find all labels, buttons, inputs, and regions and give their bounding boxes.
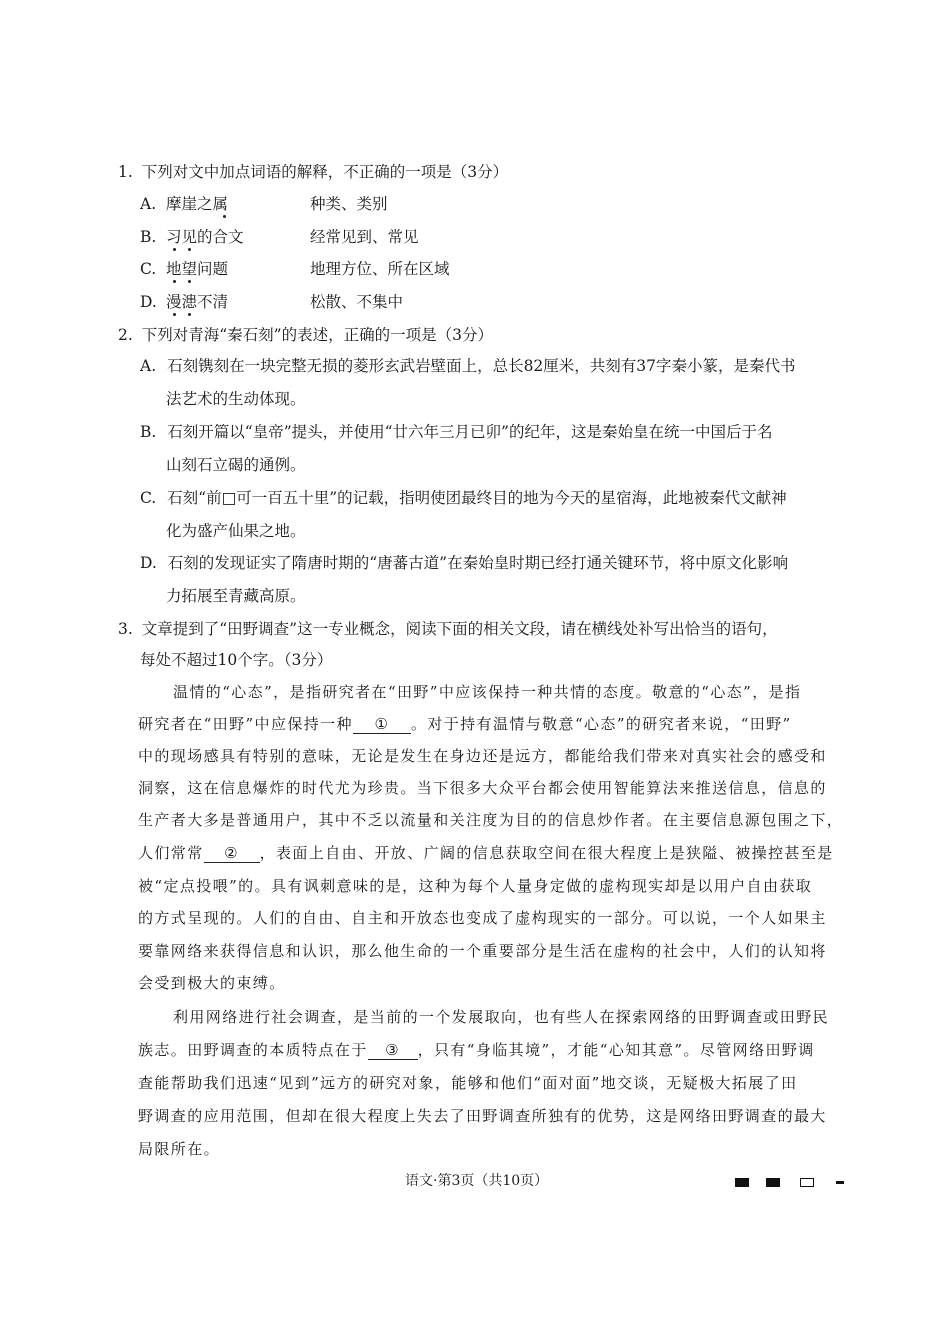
option-text-line1: 石刻“前□可一百五十里”的记载，指明使团最终目的地为今天的星宿海，此地被秦代文献神	[167, 489, 787, 507]
emphasis-dot	[173, 248, 176, 251]
option-text-line1: 石刻开篇以“皇帝”提头，并使用“廿六年三月已卯”的纪年，这是秦始皇在统一中国后于名	[167, 423, 773, 441]
option-text-line1: 石刻的发现证实了隋唐时期的“唐蕃古道”在秦始皇时期已经打通关键环节，将中原文化影响	[167, 554, 789, 572]
emphasis-dot	[188, 248, 191, 251]
passage-line: 野调查的应用范围，但却在很大程度上失去了田野调查所独有的优势，这是网络田野调查的最大	[138, 1107, 827, 1125]
answer-blank-3: ③	[368, 1042, 418, 1060]
option-text-line2: 法艺术的生动体现。	[166, 390, 306, 408]
emphasis-dot	[223, 215, 226, 218]
option-label: A.	[140, 357, 157, 375]
passage-line: 要靠网络来获得信息和认识，那么他生命的一个重要部分是生活在虚构的社会中，人们的认知将	[138, 942, 827, 960]
option-label: B.	[140, 228, 157, 246]
passage-text: ，表面上自由、开放、广阔的信息获取空间在很大程度上是狭隘、被操控甚至是	[259, 844, 834, 862]
q2-option-d	[140, 553, 788, 573]
passage-text: 族志。田野调查的本质特点在于	[138, 1041, 368, 1059]
passage-text: 人们常常	[138, 844, 204, 862]
passage-line: 局限所在。	[138, 1140, 221, 1158]
passage-text: 研究者在“田野”中应保持一种	[138, 715, 353, 733]
passage-line: 中的现场感具有特别的意味，无论是发生在身边还是远方，都能给我们带来对真实社会的感受和	[138, 747, 827, 765]
passage-line: 生产者大多是普通用户，其中不乏以流量和关注度为目的的信息炒作者。在主要信息源包围之下，	[138, 811, 844, 829]
passage-line: 查能帮助我们迅速“见到”远方的研究对象，能够和他们“面对面”地交谈，无疑极大拓展了田	[138, 1074, 798, 1092]
q1-number: 1.	[118, 163, 133, 181]
q2-stem-line	[118, 325, 493, 345]
q3-number: 3.	[118, 620, 133, 638]
passage-text: 。对于持有温情与敬意“心态”的研究者来说，“田野”	[410, 715, 792, 733]
q2-stem: 下列对青海“秦石刻”的表述，正确的一项是（3分）	[141, 326, 493, 344]
option-label: D.	[140, 293, 157, 311]
option-definition: 松散、不集中	[310, 293, 404, 311]
passage-line	[138, 714, 792, 734]
option-definition: 经常见到、常见	[310, 228, 419, 246]
option-label: D.	[140, 554, 157, 572]
option-label: B.	[140, 423, 157, 441]
q3-stem-line	[118, 619, 778, 639]
emphasis-dot	[188, 280, 191, 283]
registration-mark-empty	[800, 1178, 814, 1187]
option-term: 地望问题	[166, 260, 229, 278]
option-label: C.	[140, 260, 157, 278]
emphasis-dot	[173, 280, 176, 283]
option-label: A.	[140, 195, 157, 213]
emphasis-dot	[173, 313, 176, 316]
q3-stem-2: 每处不超过10个字。（3分）	[140, 651, 333, 669]
q3-stem-1: 文章提到了“田野调查”这一专业概念，阅读下面的相关文段，请在横线处补写出恰当的语句，	[141, 620, 778, 638]
option-text-line2: 力拓展至青藏高原。	[166, 587, 306, 605]
q2-number: 2.	[118, 326, 133, 344]
registration-mark-small	[836, 1181, 844, 1184]
registration-mark-filled	[766, 1178, 780, 1187]
emphasis-dot	[188, 313, 191, 316]
passage-line: 洞察，这在信息爆炸的时代尤为珍贵。当下很多大众平台都会使用智能算法来推送信息，信息的	[138, 779, 827, 797]
passage-line: 温情的“心态”，是指研究者在“田野”中应该保持一种共情的态度。敬意的“心态”，是指	[173, 683, 802, 701]
option-text-line1: 石刻镌刻在一块完整无损的菱形玄武岩壁面上，总长82厘米，共刻有37字秦小篆，是秦代书	[167, 357, 796, 375]
option-term: 摩崖之属	[166, 195, 229, 213]
passage-line	[138, 843, 834, 863]
option-definition: 地理方位、所在区域	[310, 260, 450, 278]
passage-text: ，只有“身临其境”，才能“心知其意”。尽管网络田野调	[417, 1041, 815, 1059]
option-label: C.	[140, 489, 157, 507]
q2-option-c	[140, 488, 787, 508]
q2-option-a	[140, 356, 796, 376]
option-term: 漫漶不清	[166, 293, 229, 311]
q1-stem: 下列对文中加点词语的解释，不正确的一项是（3分）	[141, 163, 509, 181]
passage-line	[138, 1040, 815, 1060]
option-text-line2: 山刻石立碣的通例。	[166, 456, 306, 474]
answer-blank-2: ②	[204, 845, 260, 863]
option-definition: 种类、类别	[310, 195, 388, 213]
passage-line: 会受到极大的束缚。	[138, 974, 286, 992]
answer-blank-1: ①	[353, 716, 411, 734]
option-text-line2: 化为盛产仙果之地。	[166, 522, 306, 540]
page-footer: 语文·第3页（共10页）	[405, 1173, 549, 1189]
passage-line: 利用网络进行社会调查，是当前的一个发展取向，也有些人在探索网络的田野调查或田野民	[173, 1008, 830, 1026]
q1-stem-line	[118, 162, 508, 182]
passage-line: 的方式呈现的。人们的自由、自主和开放态也变成了虚构现实的一部分。可以说，一个人如果主	[138, 909, 827, 927]
q2-option-b	[140, 422, 772, 442]
passage-line: 被“定点投喂”的。具有讽刺意味的是，这种为每个人量身定做的虚构现实却是以用户自由获取	[138, 877, 813, 895]
registration-mark-filled	[735, 1178, 749, 1187]
option-term: 习见的合文	[166, 228, 244, 246]
